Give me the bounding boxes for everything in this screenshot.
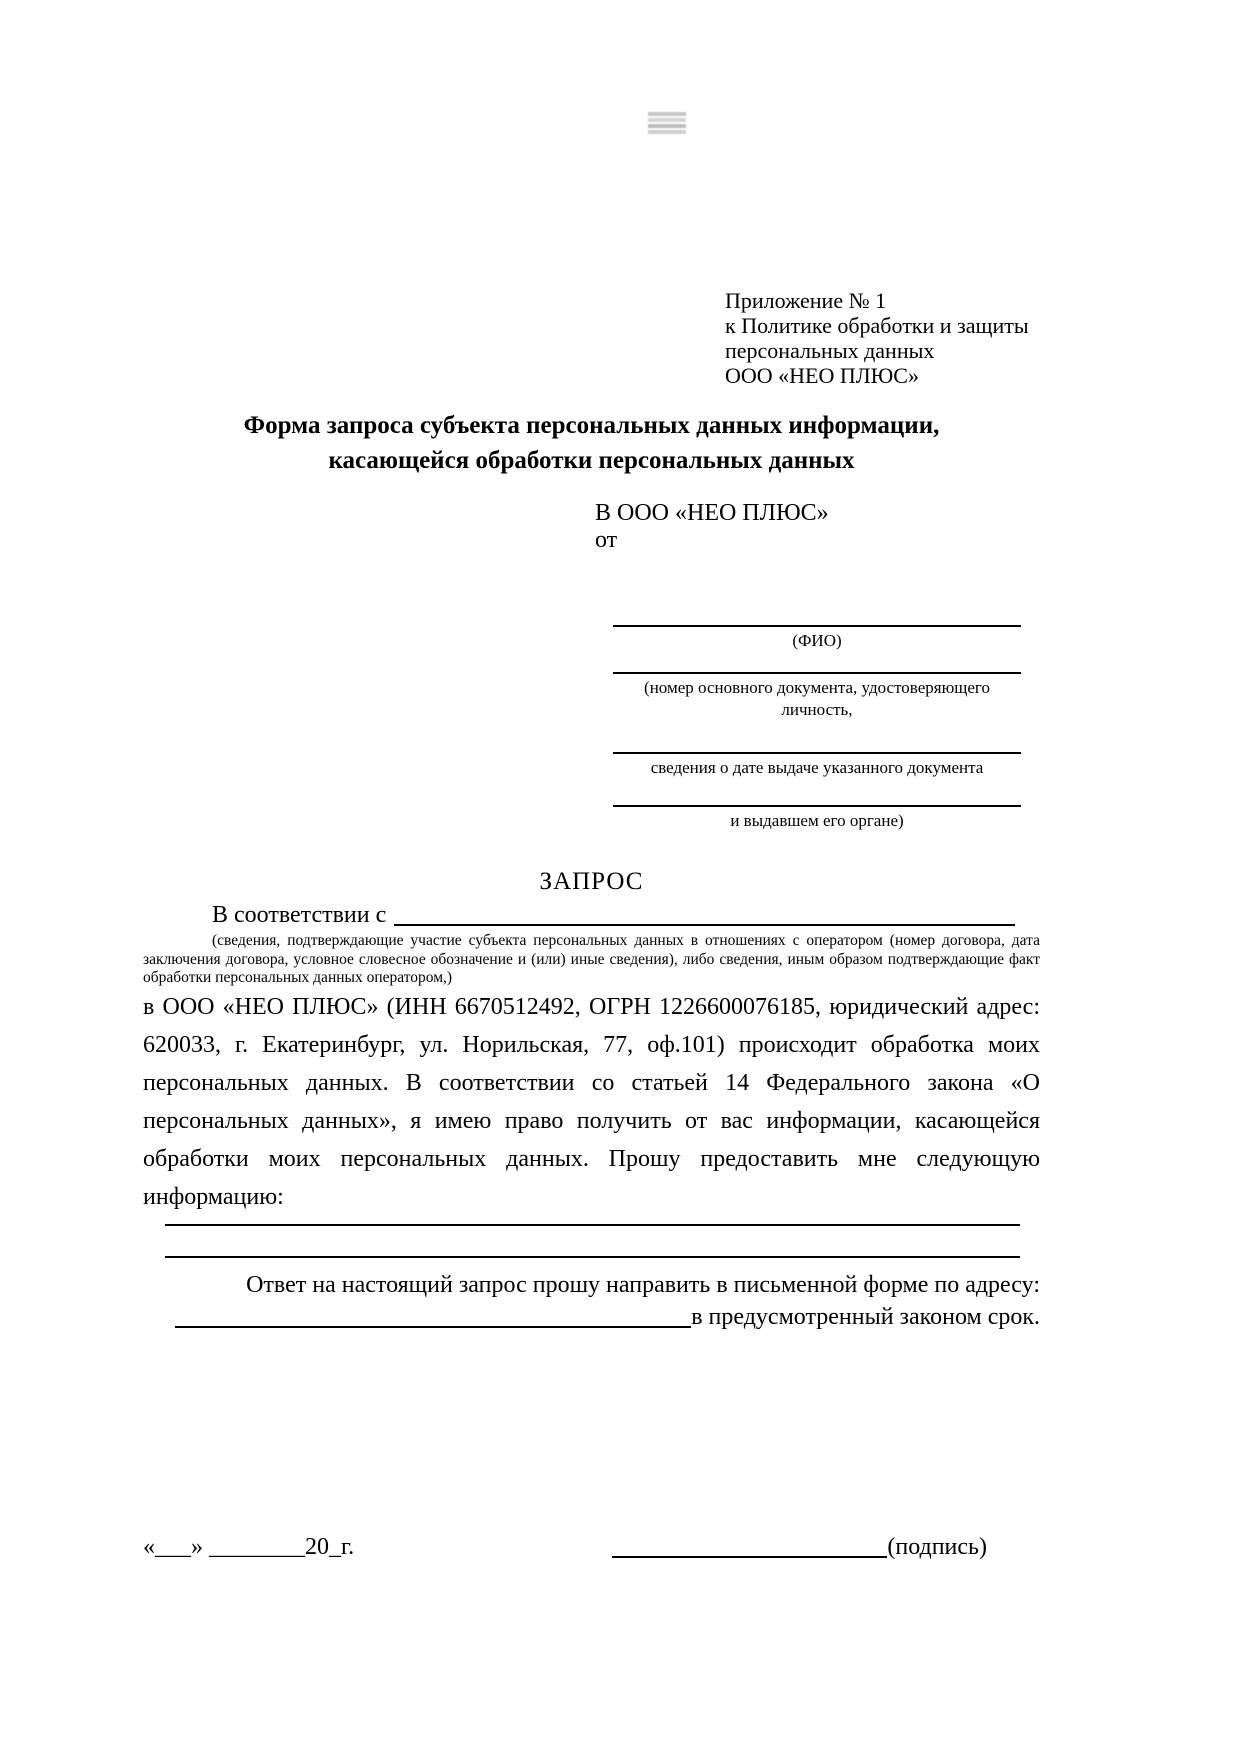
date-signature-row [143,1532,1040,1562]
appendix-line-4: ООО «НЕО ПЛЮС» [725,363,919,388]
fio-field-caption: (ФИО) [792,631,842,650]
addressee-to: В ООО «НЕО ПЛЮС» [595,500,829,526]
accordance-footnote: (сведения, подтверждающие участие субъекта персональных данных в отношениях с оператором (номер договора, дата заключения договора, условное словесное обозначение и (или) иные сведения), либо сведения, иным образом подтверждающие факт обработки персональных данных оператором,) [143,932,1040,986]
request-heading: ЗАПРОС [539,868,644,895]
reply-address-sentence: Ответ на настоящий запрос прошу направить в письменной форме по адресу: [246,1271,1040,1298]
document-number-field [613,672,1021,721]
signature-caption: (подпись) [887,1533,987,1560]
date-blank: «___» ________20_г. [143,1533,355,1560]
reply-address-line [143,1302,1040,1332]
appendix-line-1: Приложение № 1 [725,288,887,313]
accordance-fill-line [394,924,1015,926]
appendix-line-3: персональных данных [725,338,935,363]
document-number-field-caption: (номер основного документа, удостоверяющего личность, [644,678,990,719]
logo-mark [648,112,686,134]
issue-date-field-caption: сведения о дате выдаче указанного документа [650,758,984,777]
appendix-line-2: к Политике обработки и защиты [725,313,1029,338]
reply-address-fill-line [175,1326,691,1328]
appendix-block [725,288,1040,388]
request-body-paragraph: в ООО «НЕО ПЛЮС» (ИНН 6670512492, ОГРН 1226600076185, юридический адрес: 620033, г. Екатеринбург, ул. Норильская, 77, оф.101) происходит обработка моих персональных данных. В соответствии со статьей 14 Федерального закона «О персональных данных», я имею право получить от вас информации, касающейся обработки моих персональных данных. Прошу предоставить мне следующую информацию: [143,993,1040,1210]
reply-deadline-text: в предусмотренный законом срок. [691,1303,1040,1330]
information-blank-line-1 [165,1224,1020,1226]
signature-block [612,1532,987,1562]
document-title-line-1: Форма запроса субъекта персональных данных информации, [243,412,940,439]
addressee-block [595,500,1040,554]
addressee-from: от [595,527,618,553]
document-title [143,408,1040,478]
issuing-authority-field-caption: и выдавшем его органе) [730,811,904,830]
signature-line [612,1556,887,1558]
accordance-lead-text: В соответствии с [212,902,387,928]
issue-date-field [613,752,1021,779]
fio-field [613,625,1021,652]
information-blank-line-2 [165,1256,1020,1258]
fill-in-fields [613,625,1021,832]
document-title-line-2: касающейся обработки персональных данных [328,447,855,474]
accordance-line [143,900,1040,930]
issuing-authority-field [613,805,1021,832]
